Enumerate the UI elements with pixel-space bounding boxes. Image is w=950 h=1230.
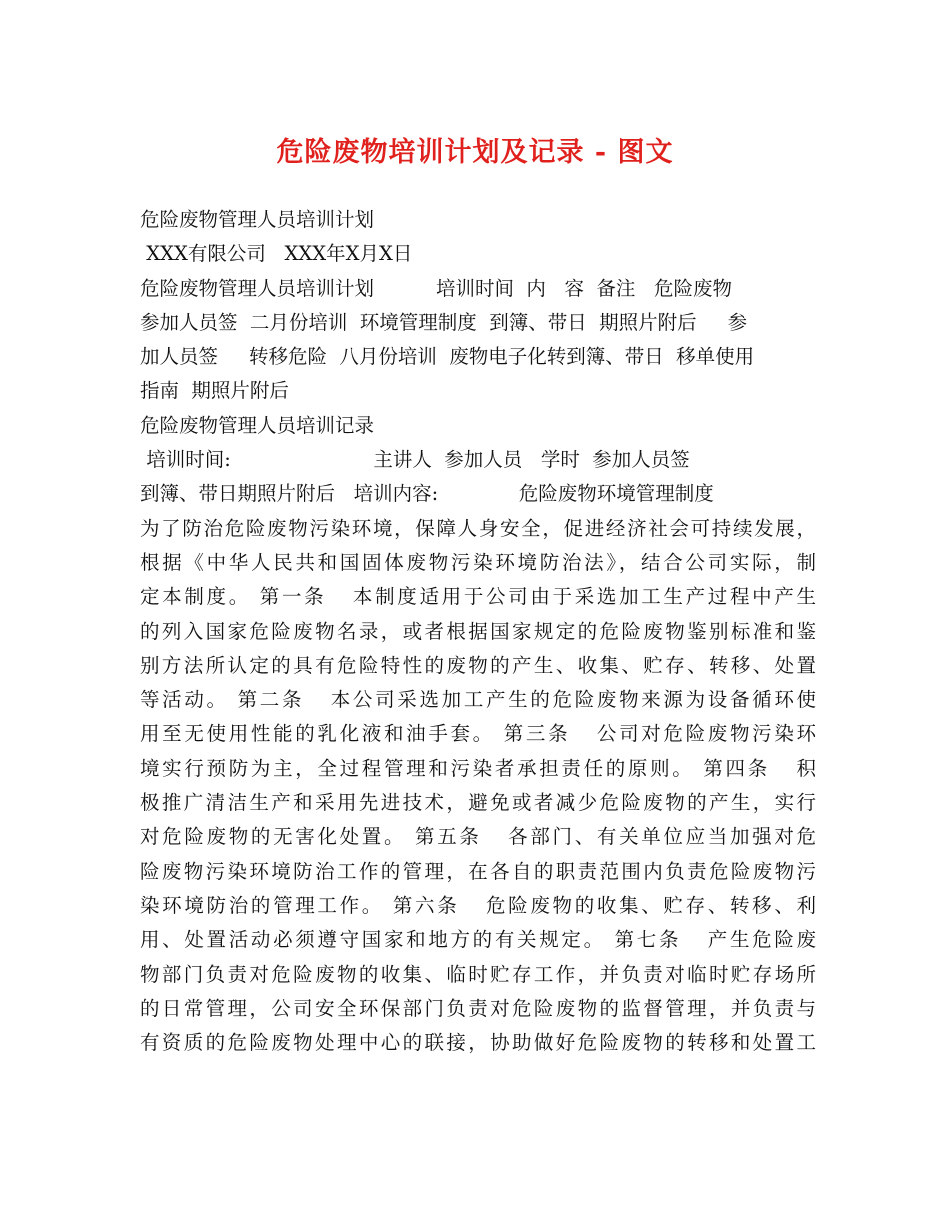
text-line: 到簿、带日期照片附后 培训内容: 危险废物环境管理制度 bbox=[140, 482, 714, 506]
text-line: 指南 期照片附后 bbox=[140, 379, 289, 403]
text-line: 的列入国家危险废物名录，或者根据国家规定的危险废物鉴别标准和鉴 bbox=[140, 619, 816, 643]
text-line: 对危险废物的无害化处置。 第五条 各部门、有关单位应当加强对危 bbox=[140, 825, 816, 849]
text-line: 的日常管理，公司安全环保部门负责对危险废物的监督管理，并负责与 bbox=[140, 996, 816, 1020]
text-line: 极推广清洁生产和采用先进技术，避免或者减少危险废物的产生，实行 bbox=[140, 791, 816, 815]
text-line: 参加人员签 二月份培训 环境管理制度 到簿、带日 期照片附后 参 bbox=[140, 310, 748, 334]
text-line: 培训时间: 主讲人 参加人员 学时 参加人员签 bbox=[140, 448, 690, 472]
text-line: 根据《中华人民共和国固体废物污染环境防治法》，结合公司实际，制 bbox=[140, 550, 816, 574]
text-line: XXX有限公司 XXX年X月X日 bbox=[140, 242, 413, 266]
text-line: 别方法所认定的具有危险特性的废物的产生、收集、贮存、转移、处置 bbox=[140, 653, 816, 677]
document-title: 危险废物培训计划及记录 - 图文 bbox=[276, 137, 674, 168]
text-line: 加人员签 转移危险 八月份培训 废物电子化转到簿、带日 移单使用 bbox=[140, 345, 755, 369]
text-line: 用、处置活动必须遵守国家和地方的有关规定。 第七条 产生危险废 bbox=[140, 928, 816, 952]
text-line: 定本制度。 第一条 本制度适用于公司由于采选加工生产过程中产生 bbox=[140, 585, 816, 609]
text-line: 为了防治危险废物污染环境，保障人身安全，促进经济社会可持续发展， bbox=[140, 516, 816, 540]
text-line: 用至无使用性能的乳化液和油手套。 第三条 公司对危险废物污染环 bbox=[140, 722, 816, 746]
text-line: 危险废物管理人员培训计划 bbox=[140, 208, 375, 231]
text-line: 等活动。 第二条 本公司采选加工产生的危险废物来源为设备循环使 bbox=[140, 688, 816, 712]
text-line: 危险废物管理人员培训计划 培训时间 内 容 备注 危险废物 bbox=[140, 276, 732, 300]
text-line: 有资质的危险废物处理中心的联接，协助做好危险废物的转移和处置工 bbox=[140, 1031, 816, 1055]
text-line: 危险废物管理人员培训记录 bbox=[140, 413, 375, 437]
document-body bbox=[140, 203, 816, 1060]
text-line: 险废物污染环境防治工作的管理，在各自的职责范围内负责危险废物污 bbox=[140, 859, 816, 883]
text-line: 物部门负责对危险废物的收集、临时贮存工作，并负责对临时贮存场所 bbox=[140, 962, 816, 986]
text-line: 境实行预防为主，全过程管理和污染者承担责任的原则。 第四条 积 bbox=[140, 756, 816, 780]
text-line: 染环境防治的管理工作。 第六条 危险废物的收集、贮存、转移、利 bbox=[140, 893, 816, 917]
